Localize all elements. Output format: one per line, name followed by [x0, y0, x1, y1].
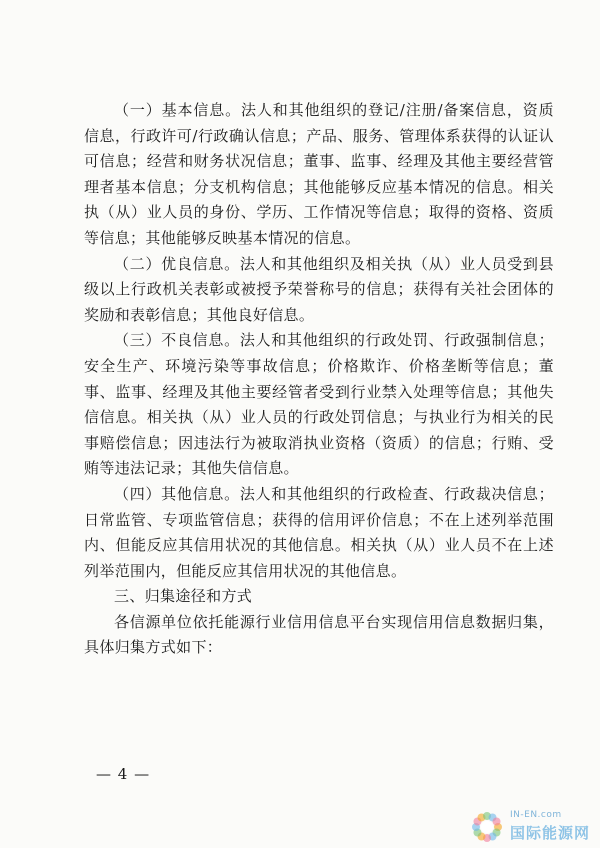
paragraph-basic-info: （一）基本信息。法人和其他组织的登记/注册/备案信息，资质信息，行政许可/行政确认信息；产品、服务、管理体系获得的认证认可信息；经营和财务状况信息；董事、监事、经理及其他主要经营管理者基本信息；分支机构信息；其他能够反应基本情况的信息。相关执（从）业人员的身份、学历、工作情况等信息；取得的资格、资质等信息；其他能够反映基本情况的信息。 — [84, 101, 554, 247]
document-body — [84, 98, 554, 661]
paragraph-collection-method: 各信源单位依托能源行业信用信息平台实现信用信息数据归集，具体归集方式如下： — [84, 612, 554, 657]
paragraph-good-info: （二）优良信息。法人和其他组织及相关执（从）业人员受到县级以上行政机关表彰或被授予荣誉称号的信息；获得有关社会团体的奖励和表彰信息；其他良好信息。 — [84, 254, 554, 324]
paragraph-bad-info: （三）不良信息。法人和其他组织的行政处罚、行政强制信息；安全生产、环境污染等事故信息；价格欺诈、价格垄断等信息；董事、监事、经理及其他主要经管者受到行业禁入处理等信息；其他失信信息。相关执（从）业人员的行政处罚信息；与执业行为相关的民事赔偿信息；因违法行为被取消执业资格（资质）的信息；行贿、受贿等违法记录；其他失信信息。 — [84, 331, 554, 478]
paragraph-other-info: （四）其他信息。法人和其他组织的行政检查、行政裁决信息；日常监管、专项监管信息；获得的信用评价信息；不在上述列举范围内、但能反应其信用状况的其他信息。相关执（从）业人员不在上述列举范围内，但能反应其信用状况的其他信息。 — [84, 484, 554, 580]
page-number: — 4 — — [96, 765, 151, 783]
watermark-url: IN-EN.com — [510, 810, 562, 820]
logo-petal — [493, 818, 501, 826]
sun-flower-logo-icon — [470, 810, 504, 844]
watermark-site-name: 国际能源网 — [510, 824, 591, 842]
site-watermark — [470, 806, 600, 848]
section-heading: 三、归集途径和方式 — [114, 587, 253, 606]
